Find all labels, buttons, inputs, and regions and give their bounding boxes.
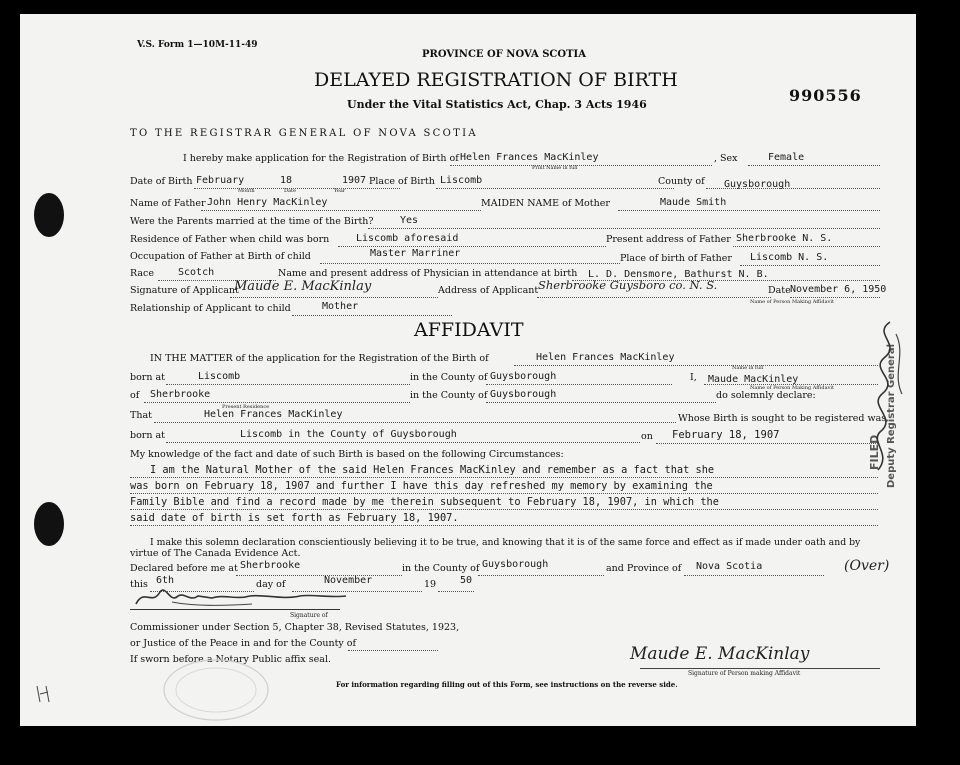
province-line bbox=[684, 575, 824, 576]
circumstance-line-4: said date of birth is set forth as February 18, 1907. bbox=[130, 512, 459, 524]
father-birthplace-label: Place of birth of Father bbox=[620, 253, 732, 264]
registrar-stamp: Deputy Registrar General bbox=[886, 343, 897, 488]
registration-number: 990556 bbox=[789, 86, 862, 105]
this-label: this bbox=[130, 579, 148, 590]
matter-line bbox=[514, 365, 878, 366]
notary-note: If sworn before a Notary Public affix seal. bbox=[130, 654, 331, 665]
applicant-addr-value: Sherbrooke Guysboro co. N. S. bbox=[538, 278, 718, 292]
occupation-value: Master Marriner bbox=[370, 248, 461, 259]
mother-line bbox=[618, 210, 880, 211]
relationship-value: Mother bbox=[322, 301, 359, 312]
sex-line bbox=[748, 165, 880, 166]
justice-county-line bbox=[348, 650, 438, 651]
occupation-line bbox=[320, 263, 620, 264]
commissioner-signature-line bbox=[130, 609, 340, 610]
of-place-value: Sherbrooke bbox=[150, 389, 211, 400]
knowledge-label: My knowledge of the fact and date of such Birth is based on the following Circumstances: bbox=[130, 449, 564, 460]
page-title: DELAYED REGISTRATION OF BIRTH bbox=[314, 69, 678, 91]
race-label: Race bbox=[130, 268, 154, 279]
print-name-caption: Print Name in full bbox=[532, 165, 578, 171]
born-at-line bbox=[166, 384, 410, 385]
born-date-line bbox=[656, 443, 878, 444]
matter-name-value: Helen Frances MacKinley bbox=[536, 352, 675, 363]
province-heading: PROVINCE OF NOVA SCOTIA bbox=[422, 49, 586, 60]
i-label: I, bbox=[690, 372, 697, 383]
punch-hole-top bbox=[34, 193, 64, 237]
affidavit-county-line bbox=[486, 384, 672, 385]
physician-label: Name and present address of Physician in attendance at birth bbox=[278, 268, 578, 279]
name-person-caption: Name of Person Making Affidavit bbox=[750, 385, 834, 391]
notary-seal bbox=[156, 654, 276, 724]
on-label: on bbox=[641, 431, 653, 442]
date-label: Date bbox=[768, 285, 791, 296]
declared-place-value: Sherbrooke bbox=[240, 560, 301, 571]
affidavit-county-line-2 bbox=[486, 402, 716, 403]
commissioner-line-2: or Justice of the Peace in and for the County of bbox=[130, 638, 357, 649]
that-label: That bbox=[130, 410, 152, 421]
of-line bbox=[144, 402, 410, 403]
deponent-signature: Maude E. MacKinlay bbox=[630, 644, 810, 664]
present-addr-value: Sherbrooke N. S. bbox=[736, 233, 833, 244]
deponent-value: Maude MacKinley bbox=[708, 374, 799, 385]
dob-label: Date of Birth bbox=[130, 176, 193, 187]
over-note: (Over) bbox=[844, 558, 890, 574]
sex-label: , Sex bbox=[714, 153, 738, 164]
year-suffix-value: 50 bbox=[460, 575, 473, 586]
relationship-label: Relationship of Applicant to child bbox=[130, 303, 291, 314]
born-at-label: born at bbox=[130, 372, 165, 383]
filed-stamp: FILED bbox=[868, 434, 881, 470]
intro-label: I hereby make application for the Registration of Birth of bbox=[183, 153, 459, 164]
residence-value: Liscomb aforesaid bbox=[356, 233, 459, 244]
county3-line bbox=[478, 575, 604, 576]
born-at-2-label: born at bbox=[130, 430, 165, 441]
father-value: John Henry MacKinley bbox=[207, 197, 328, 208]
child-name-value: Helen Frances MacKinley bbox=[460, 152, 599, 163]
circ-line-4 bbox=[130, 525, 878, 526]
day-value: 6th bbox=[156, 575, 175, 586]
punch-hole-bottom bbox=[34, 502, 64, 546]
applicant-addr-line bbox=[537, 297, 771, 298]
circ-line-2 bbox=[130, 493, 878, 494]
born-place-line bbox=[166, 442, 640, 443]
declared-place-line bbox=[236, 575, 402, 576]
residence-line bbox=[338, 246, 606, 247]
that-line bbox=[154, 422, 676, 423]
dob-month-value: February bbox=[196, 175, 245, 186]
father-line bbox=[201, 210, 481, 211]
dob-date-value: 18 bbox=[280, 175, 293, 186]
county3-label: in the County of bbox=[402, 563, 480, 574]
affidavit-county-label-2: in the County of bbox=[410, 390, 488, 401]
declare-label: do solemnly declare: bbox=[716, 390, 816, 401]
signature-of-caption: Signature of bbox=[290, 612, 328, 619]
signature-line bbox=[230, 297, 438, 298]
sex-value: Female bbox=[768, 152, 805, 163]
born-at-value: Liscomb bbox=[198, 371, 241, 382]
circumstance-line-2: was born on February 18, 1907 and further I have this day refreshed my memory by examining the bbox=[130, 480, 713, 492]
circ-line-1 bbox=[130, 477, 878, 478]
signature-label: Signature of Applicant bbox=[130, 285, 239, 296]
relationship-line bbox=[292, 315, 452, 316]
that-name-value: Helen Frances MacKinley bbox=[204, 409, 343, 420]
affidavit-county-value-2: Guysborough bbox=[490, 389, 557, 400]
form-id: V.S. Form 1—10M-11-49 bbox=[137, 40, 258, 50]
father-label: Name of Father bbox=[130, 198, 206, 209]
affidavit-heading: AFFIDAVIT bbox=[414, 319, 524, 341]
registrar-signature bbox=[862, 314, 912, 484]
declared-label: Declared before me at bbox=[130, 563, 238, 574]
dob-year-value: 1907 bbox=[342, 175, 367, 186]
circumstance-line-1: I am the Natural Mother of the said Helen Frances MacKinley and remember as a fact that she bbox=[150, 464, 715, 476]
footer-note: For information regarding filling out of this Form, see instructions on the reverse side. bbox=[336, 680, 678, 689]
place-line bbox=[436, 188, 674, 189]
residence-label: Residence of Father when child was born bbox=[130, 234, 330, 245]
affidavit-county-value: Guysborough bbox=[490, 371, 557, 382]
of-label: of bbox=[130, 390, 140, 401]
deponent-signature-line bbox=[640, 668, 880, 669]
mother-label: MAIDEN NAME of Mother bbox=[481, 198, 610, 209]
month-caption: Month bbox=[238, 188, 255, 194]
place-label: Place of Birth bbox=[369, 176, 435, 187]
occupation-label: Occupation of Father at Birth of child bbox=[130, 251, 311, 262]
margin-mark bbox=[34, 682, 54, 706]
solemn-declaration-2: virtue of The Canada Evidence Act. bbox=[130, 548, 301, 559]
county-label: County of bbox=[658, 176, 705, 187]
born-date-value: February 18, 1907 bbox=[672, 429, 780, 441]
child-name-line bbox=[450, 165, 712, 166]
affidavit-county-label: in the County of bbox=[410, 372, 488, 383]
place-value: Liscomb bbox=[440, 175, 483, 186]
year-line bbox=[438, 591, 474, 592]
married-line bbox=[368, 228, 880, 229]
solemn-declaration-1: I make this solemn declaration conscientiously believing it to be true, and knowing that it is of the same force and effect as if made under oath and by bbox=[150, 537, 861, 548]
county3-value: Guysborough bbox=[482, 559, 549, 570]
date-line bbox=[790, 297, 880, 298]
whose-label: Whose Birth is sought to be registered was bbox=[678, 413, 887, 424]
dob-line bbox=[194, 188, 400, 189]
present-res-caption: Present Residence bbox=[222, 404, 270, 410]
year-prefix: 19 bbox=[424, 579, 437, 590]
married-label: Were the Parents married at the time of the Birth? bbox=[130, 216, 374, 227]
circ-line-3 bbox=[130, 509, 878, 510]
commissioner-line-1: Commissioner under Section 5, Chapter 38, Revised Statutes, 1923, bbox=[130, 622, 460, 633]
race-value: Scotch bbox=[178, 267, 215, 278]
date-caption: Date bbox=[284, 188, 296, 194]
father-birthplace-line bbox=[740, 265, 880, 266]
present-addr-line bbox=[733, 246, 880, 247]
deponent-sig-caption: Signature of Person making Affidavit bbox=[688, 670, 801, 677]
month-value: November bbox=[324, 575, 373, 586]
person-making-caption: Name of Person Making Affidavit bbox=[750, 299, 834, 305]
born-place-value: Liscomb in the County of Guysborough bbox=[240, 429, 457, 440]
year-caption: Year bbox=[334, 188, 346, 194]
mother-value: Maude Smith bbox=[660, 197, 727, 208]
applicant-signature: Maude E. MacKinlay bbox=[234, 279, 372, 294]
province-value: Nova Scotia bbox=[696, 561, 763, 572]
county-value: Guysborough bbox=[724, 179, 791, 190]
physician-value: L. D. Densmore, Bathurst N. B. bbox=[588, 269, 769, 280]
date-value: November 6, 1950 bbox=[790, 284, 887, 295]
circumstance-line-3: Family Bible and find a record made by me therein subsequent to February 18, 1907, in which the bbox=[130, 496, 719, 508]
matter-label: IN THE MATTER of the application for the Registration of the Birth of bbox=[150, 353, 489, 364]
document-page bbox=[20, 14, 916, 726]
page-subtitle: Under the Vital Statistics Act, Chap. 3 Acts 1946 bbox=[347, 98, 647, 111]
present-addr-label: Present address of Father bbox=[606, 234, 731, 245]
province-label: and Province of bbox=[606, 563, 682, 574]
father-birthplace-value: Liscomb N. S. bbox=[750, 252, 829, 263]
applicant-addr-label: Address of Applicant bbox=[438, 285, 539, 296]
married-value: Yes bbox=[400, 215, 419, 226]
name-caption: Name in full bbox=[732, 365, 764, 371]
day-of-label: day of bbox=[256, 579, 286, 590]
addressee: TO THE REGISTRAR GENERAL OF NOVA SCOTIA bbox=[130, 128, 478, 139]
